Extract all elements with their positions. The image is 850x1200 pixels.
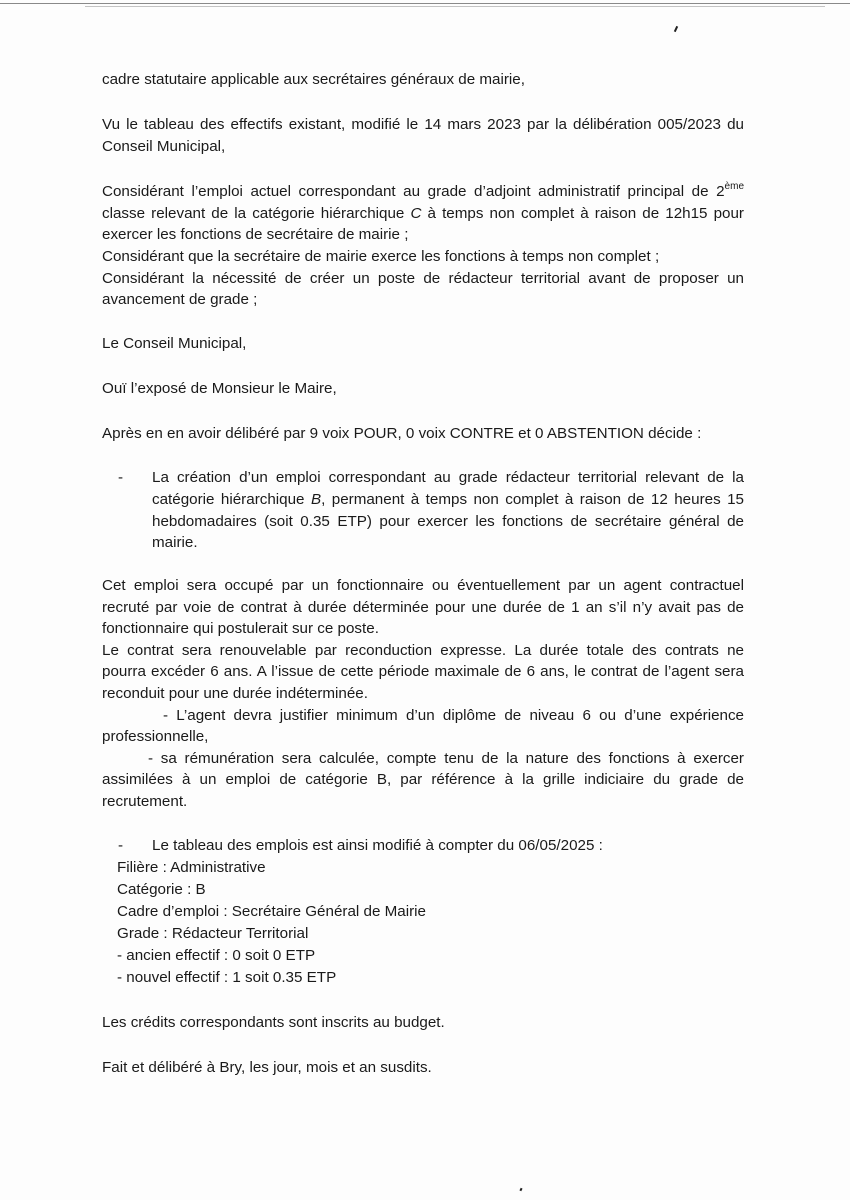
table-line: Grade : Rédacteur Territorial [117,925,309,942]
paragraph-line: cadre statutaire applicable aux secrétaires généraux de mairie, [102,71,525,88]
bullet-line: La création d’un emploi correspondant au grade rédacteur territorial relevant de la [152,469,744,486]
paragraph-line: reconduit pour une durée indéterminée. [102,685,368,702]
scan-speck [674,26,678,32]
bullet-dash: - [118,837,124,854]
paragraph-line: professionnelle, [102,728,209,745]
table-line: Filière : Administrative [117,859,266,876]
paragraph-line: avancement de grade ; [102,291,258,308]
paragraph-line: Le Conseil Municipal, [102,335,247,352]
paragraph-line: fonctionnaire qui postulerait sur ce poste. [102,620,379,637]
paragraph-line: Vu le tableau des effectifs existant, modifié le 14 mars 2023 par la délibération 005/2023 du [102,116,744,133]
paragraph-line: Fait et délibéré à Bry, les jour, mois et an susdits. [102,1059,432,1076]
paragraph-line: - sa rémunération sera calculée, compte tenu de la nature des fonctions à exercer [148,750,744,767]
paragraph-line: - L’agent devra justifier minimum d’un diplôme de niveau 6 ou d’une expérience [163,707,744,724]
bullet-dash: - [118,469,124,486]
paragraph-line: Après en en avoir délibéré par 9 voix POUR, 0 voix CONTRE et 0 ABSTENTION décide : [102,425,702,442]
paragraph-line: Les crédits correspondants sont inscrits au budget. [102,1014,445,1031]
paragraph-line: exercer les fonctions de secrétaire de mairie ; [102,226,409,243]
paragraph-line: Conseil Municipal, [102,138,226,155]
bullet-line: mairie. [152,534,198,551]
paragraph-line: recrutement. [102,793,188,810]
paragraph-line: Cet emploi sera occupé par un fonctionnaire ou éventuellement par un agent contractuel [102,577,744,594]
paragraph-line: Considérant la nécessité de créer un poste de rédacteur territorial avant de proposer un [102,270,744,287]
paragraph-line: classe relevant de la catégorie hiérarchique C à temps non complet à raison de 12h15 pour [102,205,744,222]
scan-edge-line [0,3,850,4]
bullet-line: catégorie hiérarchique B, permanent à temps non complet à raison de 12 heures 15 [152,491,744,508]
bullet-line: Le tableau des emplois est ainsi modifié à compter du 06/05/2025 : [152,837,603,854]
table-line: Catégorie : B [117,881,206,898]
table-line: - nouvel effectif : 1 soit 0.35 ETP [117,969,337,986]
paragraph-line: recruté par voie de contrat à durée déterminée pour une durée de 1 an s’il n’y avait pas de [102,599,744,616]
table-line: Cadre d’emploi : Secrétaire Général de Mairie [117,903,426,920]
scan-edge-line-inner [85,6,825,7]
bullet-line: hebdomadaires (soit 0.35 ETP) pour exercer les fonctions de secrétaire général de [152,513,744,530]
paragraph-line: Considérant l’emploi actuel correspondant au grade d’adjoint administratif principal de 2ème [102,181,744,200]
paragraph-line: assimilées à un emploi de catégorie B, par référence à la grille indiciaire du grade de [102,771,744,788]
paragraph-line: Considérant que la secrétaire de mairie exerce les fonctions à temps non complet ; [102,248,660,265]
scan-speck [519,1188,522,1192]
paragraph-line: pourra excéder 6 ans. A l’issue de cette période maximale de 6 ans, le contrat de l’agent sera [102,663,744,680]
table-line: - ancien effectif : 0 soit 0 ETP [117,947,316,964]
paragraph-line: Ouï l’exposé de Monsieur le Maire, [102,380,337,397]
paragraph-line: Le contrat sera renouvelable par reconduction expresse. La durée totale des contrats ne [102,642,744,659]
